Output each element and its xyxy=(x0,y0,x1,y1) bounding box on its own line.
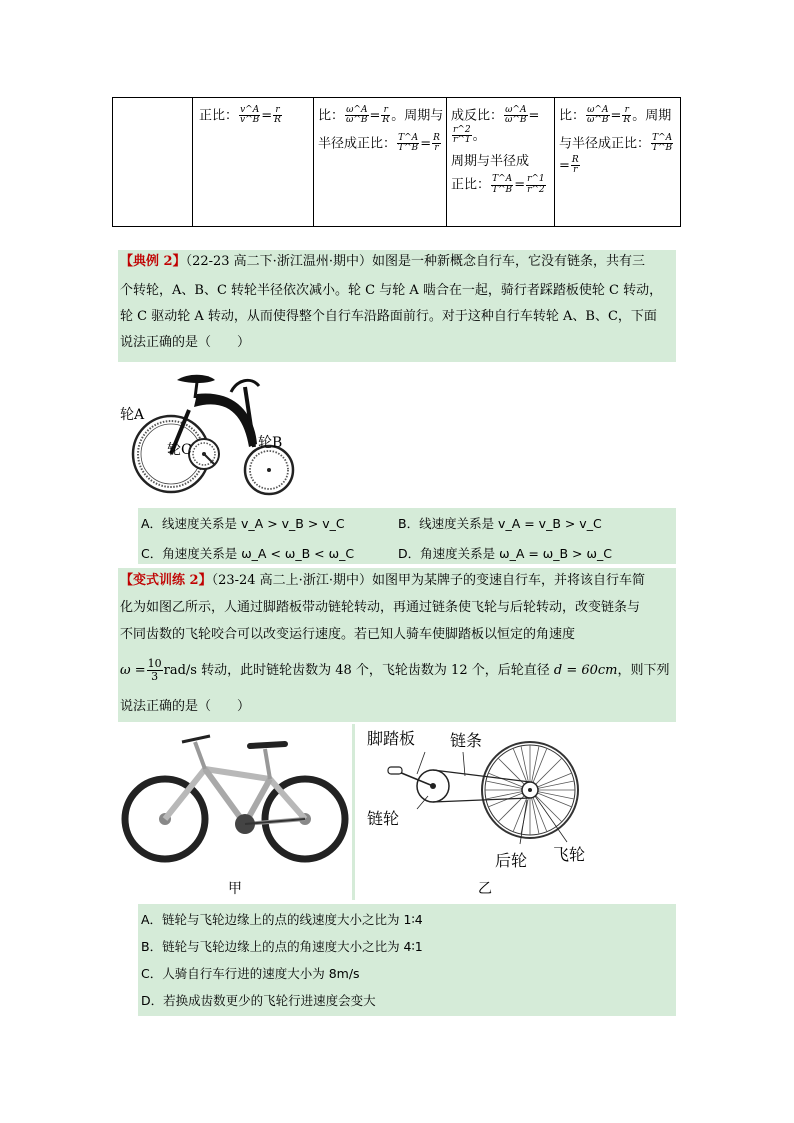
label-chain: 链条 xyxy=(450,731,483,750)
label-chainwheel: 链轮 xyxy=(367,809,400,828)
variant2-line-2: 化为如图乙所示，人通过脚踏板带动链轮转动，再通过链条使飞轮与后轮转动，改变链条与 xyxy=(120,600,641,615)
omega-symbol: ω = xyxy=(120,663,146,678)
label-wheel-a: 轮A xyxy=(120,407,145,423)
example2-tag: 【典例 2】 xyxy=(120,254,186,269)
diameter-value: d = 60cm xyxy=(553,663,618,678)
example2-line-3: 轮 C 驱动轮 A 转动，从而使得整个自行车沿路面前行。对于这种自行车转轮 A、B、C，下面 xyxy=(120,309,657,324)
table-cell-2: 比： $\frac{\omega\^{}A}{\omega\^{}B}$ = $\frac{r}{R}$ 。周期与 半径成正比： $\frac{T\^{}A}{T\^{}B}$ = $\frac{R}{r}$ xyxy=(318,105,444,154)
table-cell-1: 正比： $\frac{v\^{}A}{v\^{}B}$ = $\frac{r}{R}$ xyxy=(199,105,281,126)
variant2-tag: 【变式训练 2】 xyxy=(120,573,212,588)
variant2-option-b[interactable]: B．链轮与飞轮边缘上的点的角速度大小之比为 4∶1 xyxy=(141,939,423,954)
omega-fraction: $\frac{10}{3}$ xyxy=(147,657,162,683)
mountain-bike-photo xyxy=(120,724,352,874)
variant2-figure xyxy=(120,724,599,900)
label-jia: 甲 xyxy=(228,881,242,897)
label-yi: 乙 xyxy=(478,881,492,897)
label-wheel-b: 轮B xyxy=(258,435,283,451)
variant2-line-3: 不同齿数的飞轮咬合可以改变运行速度。若已知人骑车使脚踏板以恒定的角速度 xyxy=(120,627,576,642)
table-divider xyxy=(313,98,314,226)
table-divider xyxy=(192,98,193,226)
variant2-line-1: 【变式训练 2】（23-24 高二上·浙江·期中）如图甲为某牌子的变速自行车，并将该自行车简 xyxy=(120,573,645,588)
fraction: $\frac{r}{R}$ xyxy=(274,105,281,126)
variant2-option-c[interactable]: C．人骑自行车行进的速度大小为 8m/s xyxy=(141,966,360,981)
cell-text: 正比： xyxy=(199,108,239,124)
bicycle-figure xyxy=(119,362,296,500)
new-concept-bicycle-illustration xyxy=(119,362,296,500)
diagram-yi xyxy=(355,724,599,900)
label-rear-wheel: 后轮 xyxy=(495,851,528,870)
label-wheel-c: 轮C xyxy=(167,442,192,458)
label-pedal: 脚踏板 xyxy=(367,729,416,748)
table-cell-4: 比： $\frac{\omega\^{}A}{\omega\^{}B}$ = $\frac{r}{R}$ 。周期 与半径成正比： $\frac{T\^{}A}{T\^{}B}$ = $\frac{R}{r}$ xyxy=(559,105,673,176)
fraction: $\frac{v\^{}A}{v\^{}B}$ xyxy=(240,105,260,126)
example2-option-a[interactable]: A．线速度关系是 v_A > v_B > v_C xyxy=(141,516,345,531)
example2-line-4: 说法正确的是（ ） xyxy=(120,335,251,350)
variant2-option-a[interactable]: A．链轮与飞轮边缘上的点的线速度大小之比为 1∶4 xyxy=(141,912,423,927)
example2-option-c[interactable]: C．角速度关系是 ω_A < ω_B < ω_C xyxy=(141,546,355,561)
label-flywheel: 飞轮 xyxy=(553,845,586,864)
photo-jia xyxy=(120,724,352,900)
variant2-line-4: ω = $\frac{10}{3}$ rad/s 转动，此时链轮齿数为 48 个，飞轮齿数为 12 个，后轮直径 d = 60cm，则下列 xyxy=(120,657,670,683)
variant2-option-d[interactable]: D．若换成齿数更少的飞轮行进速度会变大 xyxy=(141,993,376,1008)
table-divider xyxy=(446,98,447,226)
comparison-table xyxy=(112,97,681,227)
example2-option-b[interactable]: B．线速度关系是 v_A = v_B > v_C xyxy=(398,516,602,531)
table-cell-3: 成反比： $\frac{\omega\^{}A}{\omega\^{}B}$ = $\frac{r\^{}2}{r\^{}1}$ 。 周期与半径成 正比： $\frac{T\^{}A}{T\^{}B}$ = $\frac{r\^{}1}{r\^{}2}$ xyxy=(451,105,545,195)
variant2-line-5: 说法正确的是（ ） xyxy=(120,699,251,714)
example2-option-d[interactable]: D．角速度关系是 ω_A = ω_B > ω_C xyxy=(398,546,612,561)
example2-line-1: 【典例 2】（22-23 高二下·浙江温州·期中）如图是一种新概念自行车，它没有链条，共有三 xyxy=(120,254,645,269)
example2-line-2: 个转轮，A、B、C 转轮半径依次减小。轮 C 与轮 A 啮合在一起，骑行者踩踏板使轮 C 转动， xyxy=(120,283,663,298)
